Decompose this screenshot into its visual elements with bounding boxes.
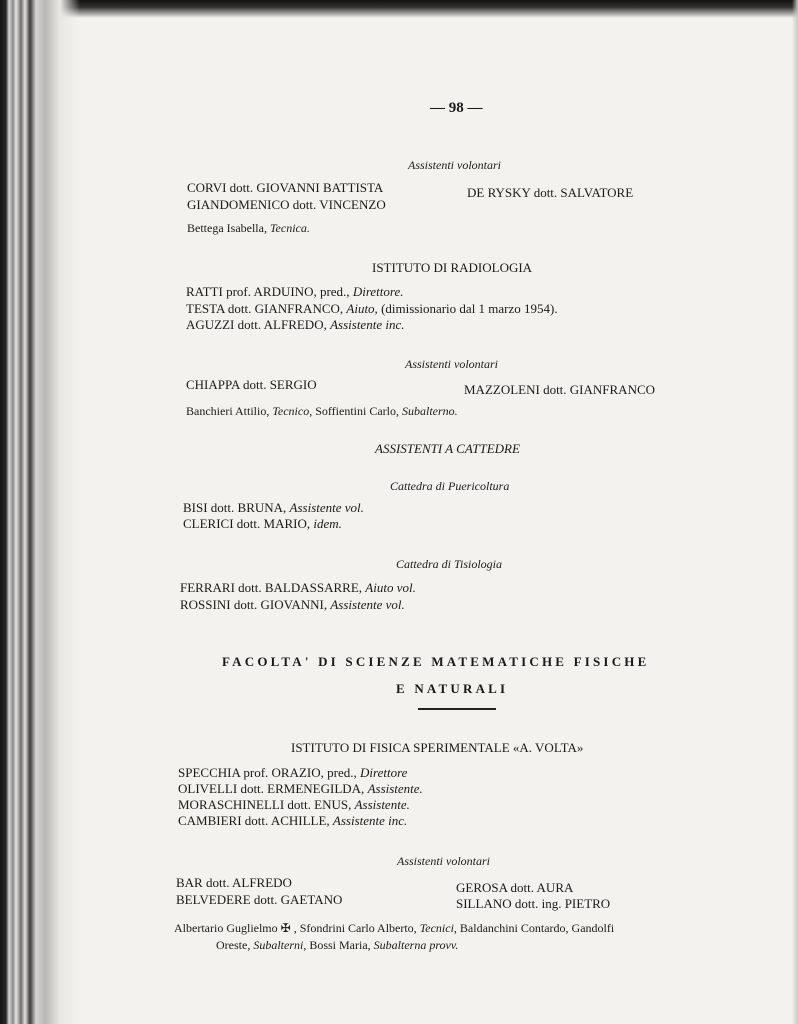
person-name: BISI dott. BRUNA, xyxy=(183,500,290,515)
staff-name: Soffientini Carlo, xyxy=(312,404,402,418)
volontario-gerosa: GEROSA dott. AURA xyxy=(456,880,574,895)
staff-role: Subalterni, xyxy=(253,938,307,952)
staff-name: Bettega Isabella, xyxy=(187,221,270,235)
person-role: Assistente. xyxy=(354,797,410,812)
radiologia-line-1 xyxy=(186,284,403,300)
fisica-line-2 xyxy=(178,781,423,797)
fisica-line-4 xyxy=(178,813,407,829)
volontari-heading-2: Assistenti volontari xyxy=(405,357,498,371)
person-note: (dimissionario dal 1 marzo 1954). xyxy=(377,301,558,316)
person-name: TESTA dott. GIANFRANCO, xyxy=(186,301,347,316)
staff-role: Subalterna provv. xyxy=(373,938,459,952)
person-role: Assistente inc. xyxy=(330,317,405,332)
tisiologia-line-2 xyxy=(180,597,405,613)
istituto-radiologia-title: ISTITUTO DI RADIOLOGIA xyxy=(372,260,533,275)
volontari-heading-1: Assistenti volontari xyxy=(408,158,501,172)
person-role: Aiuto vol. xyxy=(365,580,416,595)
person-name: CLERICI dott. MARIO, xyxy=(183,516,314,531)
staff-name: Baldanchini Contardo, Gandolfi xyxy=(456,921,615,935)
person-role: Aiuto, xyxy=(346,301,378,316)
person-role: idem. xyxy=(313,516,342,531)
person-role: Assistente vol. xyxy=(330,597,405,612)
person-role: Assistente. xyxy=(367,781,423,796)
radiologia-line-2 xyxy=(186,301,558,317)
staff-name: Oreste, xyxy=(216,938,254,952)
person-name: MORASCHINELLI dott. ENUS, xyxy=(178,797,355,812)
staff-fisica-line-2 xyxy=(216,937,458,953)
section-divider xyxy=(418,708,496,710)
facolta-heading-line-1: FACOLTA' DI SCIENZE MATEMATICHE FISICHE xyxy=(222,654,650,669)
istituto-fisica-title: ISTITUTO DI FISICA SPERIMENTALE «A. VOLTA» xyxy=(291,740,584,755)
volontario-mazzoleni: MAZZOLENI dott. GIANFRANCO xyxy=(464,382,656,397)
radiologia-line-3 xyxy=(186,317,404,333)
volontario-corvi: CORVI dott. GIOVANNI BATTISTA xyxy=(187,180,384,195)
volontario-chiappa: CHIAPPA dott. SERGIO xyxy=(186,377,317,392)
puericoltura-line-2 xyxy=(183,516,342,532)
person-name: FERRARI dott. BALDASSARRE, xyxy=(180,580,366,595)
person-role: Assistente vol. xyxy=(289,500,364,515)
person-role: Direttore. xyxy=(352,284,404,299)
volontario-belvedere: BELVEDERE dott. GAETANO xyxy=(176,892,343,907)
puericoltura-line-1 xyxy=(183,500,364,516)
scan-top-edge xyxy=(0,0,798,18)
staff-role: Tecnici, xyxy=(419,921,457,935)
staff-bettega xyxy=(187,220,310,236)
staff-name: Bossi Maria, xyxy=(306,938,374,952)
staff-name: Albertario Guglielmo ✠ , Sfondrini Carlo Alberto, xyxy=(174,921,420,935)
person-name: OLIVELLI dott. ERMENEGILDA, xyxy=(178,781,368,796)
cattedra-tisiologia-heading: Cattedra di Tisiologia xyxy=(396,557,503,571)
volontario-bar: BAR dott. ALFREDO xyxy=(176,875,292,890)
assistenti-cattedre-title: ASSISTENTI A CATTEDRE xyxy=(375,441,520,456)
volontario-sillano: SILLANO dott. ing. PIETRO xyxy=(456,896,611,911)
staff-role: Tecnico, xyxy=(272,404,313,418)
volontario-de-rysky: DE RYSKY dott. SALVATORE xyxy=(467,185,634,200)
person-name: ROSSINI dott. GIOVANNI, xyxy=(180,597,331,612)
volontari-heading-3: Assistenti volontari xyxy=(397,854,490,868)
staff-fisica-line-1 xyxy=(174,920,614,936)
staff-radiologia xyxy=(186,403,458,419)
person-name: CAMBIERI dott. ACHILLE, xyxy=(178,813,333,828)
fisica-line-3 xyxy=(178,797,410,813)
tisiologia-line-1 xyxy=(180,580,416,596)
facolta-heading-line-2: E NATURALI xyxy=(396,681,509,696)
person-name: RATTI prof. ARDUINO, pred., xyxy=(186,284,353,299)
scan-binding-edge xyxy=(0,0,80,1024)
staff-role: Subalterno. xyxy=(402,404,458,418)
cattedra-puericoltura-heading: Cattedra di Puericoltura xyxy=(390,479,510,493)
fisica-line-1 xyxy=(178,765,407,781)
person-role: Direttore xyxy=(360,765,408,780)
volontario-giandomenico: GIANDOMENICO dott. VINCENZO xyxy=(187,197,386,212)
person-name: SPECCHIA prof. ORAZIO, pred., xyxy=(178,765,360,780)
scan-right-edge xyxy=(792,0,798,1024)
staff-name: Banchieri Attilio, xyxy=(186,404,273,418)
person-name: AGUZZI dott. ALFREDO, xyxy=(186,317,331,332)
person-role: Assistente inc. xyxy=(332,813,408,828)
page-number: — 98 — xyxy=(430,100,483,116)
staff-role: Tecnica. xyxy=(269,221,310,235)
